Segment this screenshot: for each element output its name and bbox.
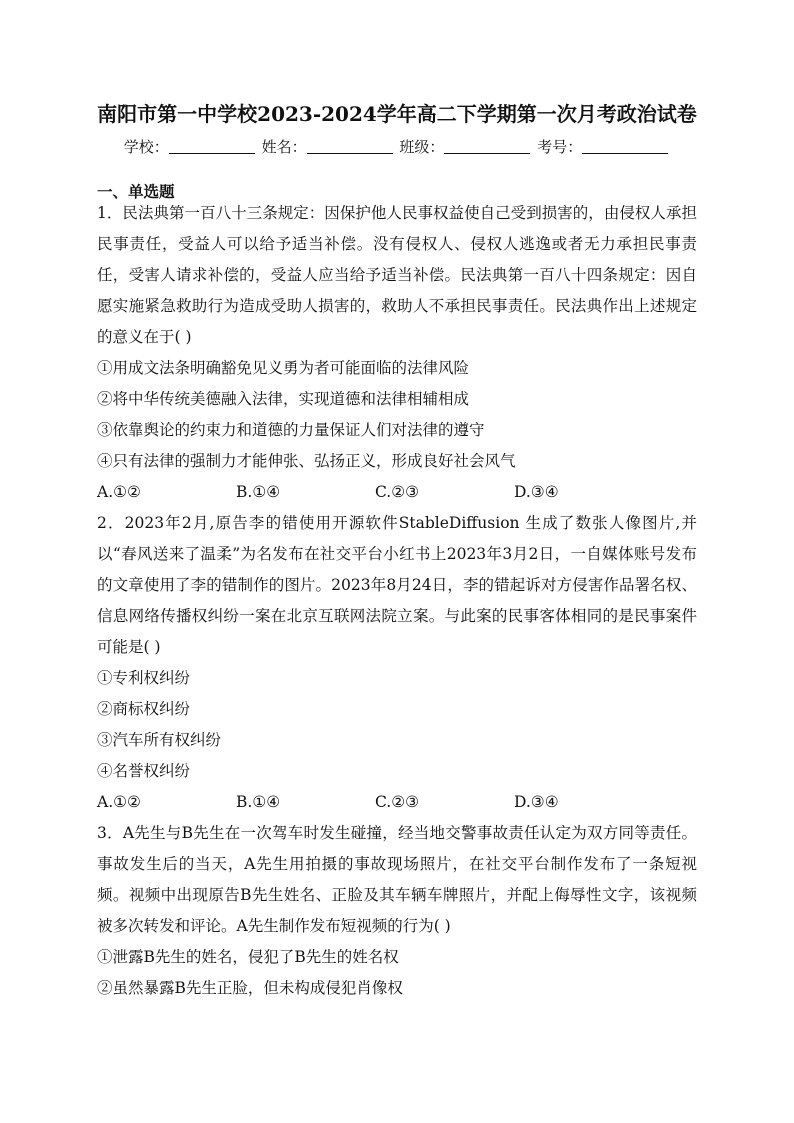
answer-choices <box>97 787 697 818</box>
question-option: ④名誉权纠纷 <box>97 762 191 780</box>
question-option: ①用成文法条明确豁免见义勇为者可能面临的法律风险 <box>97 359 470 377</box>
name-blank[interactable] <box>307 139 393 154</box>
questions-container <box>97 198 697 1004</box>
choice-c: C.②③ <box>375 793 420 811</box>
school-blank[interactable] <box>169 139 255 154</box>
question-stem: 1．民法典第一百八十三条规定：因保护他人民事权益使自己受到损害的，由侵权人承担民事责任，受益人可以给予适当补偿。没有侵权人、侵权人逃逸或者无力承担民事责任，受害人请求补偿的，受益人应当给予适当补偿。民法典第一百八十四条规定：因自愿实施紧急救助行为造成受助人损害的，救助人不承担民事责任。民法典作出上述规定的意义在于( ) <box>97 204 697 346</box>
info-label-class: 班级： <box>399 138 445 156</box>
question-stem: 3．A先生与B先生在一次驾车时发生碰撞，经当地交警事故责任认定为双方同等责任。事故发生后的当天，A先生用拍摄的事故现场照片，在社交平台制作发布了一条短视频。视频中出现原告B先生姓名、正脸及其车辆车牌照片，并配上侮辱性文字，该视频被多次转发和评论。A先生制作发布短视频的行为( ) <box>97 824 697 935</box>
choice-d: D.③④ <box>514 793 559 811</box>
question-option: ①泄露B先生的姓名，侵犯了B先生的姓名权 <box>97 948 399 966</box>
question-option: ①专利权纠纷 <box>97 669 191 687</box>
student-info-line <box>0 136 794 157</box>
choice-c: C.②③ <box>375 483 420 501</box>
question-2 <box>97 508 697 818</box>
choice-a: A.①② <box>97 793 141 811</box>
question-option: ③依靠舆论的约束力和道德的力量保证人们对法律的遵守 <box>97 421 485 439</box>
number-blank[interactable] <box>582 139 668 154</box>
info-label-school: 学校： <box>123 138 169 156</box>
question-3 <box>97 818 697 1004</box>
question-option: ③汽车所有权纠纷 <box>97 731 222 749</box>
answer-choices <box>97 477 697 508</box>
exam-title: 南阳市第一中学校2023-2024学年高二下学期第一次月考政治试卷 <box>97 102 697 126</box>
choice-b: B.①④ <box>236 483 281 501</box>
question-option: ②虽然暴露B先生正脸，但未构成侵犯肖像权 <box>97 979 403 997</box>
question-1 <box>97 198 697 508</box>
section-heading: 一、单选题 <box>97 183 175 201</box>
question-option: ④只有法律的强制力才能伸张、弘扬正义，形成良好社会风气 <box>97 452 516 470</box>
choice-a: A.①② <box>97 483 141 501</box>
info-label-name: 姓名： <box>261 138 307 156</box>
question-option: ②将中华传统美德融入法律，实现道德和法律相辅相成 <box>97 390 470 408</box>
info-label-number: 考号： <box>537 138 583 156</box>
class-blank[interactable] <box>444 139 530 154</box>
choice-b: B.①④ <box>236 793 281 811</box>
choice-d: D.③④ <box>514 483 559 501</box>
question-option: ②商标权纠纷 <box>97 700 191 718</box>
question-stem: 2．2023年2月,原告李的错使用开源软件StableDiffusion 生成了数张人像图片,并以“春风送来了温柔”为名发布在社交平台小红书上2023年3月2日，一自媒体账号发布的文章使用了李的错制作的图片。2023年8月24日，李的错起诉对方侵害作品署名权、信息网络传播权纠纷一案在北京互联网法院立案。与此案的民事客体相同的是民事案件可能是( ) <box>97 514 697 656</box>
